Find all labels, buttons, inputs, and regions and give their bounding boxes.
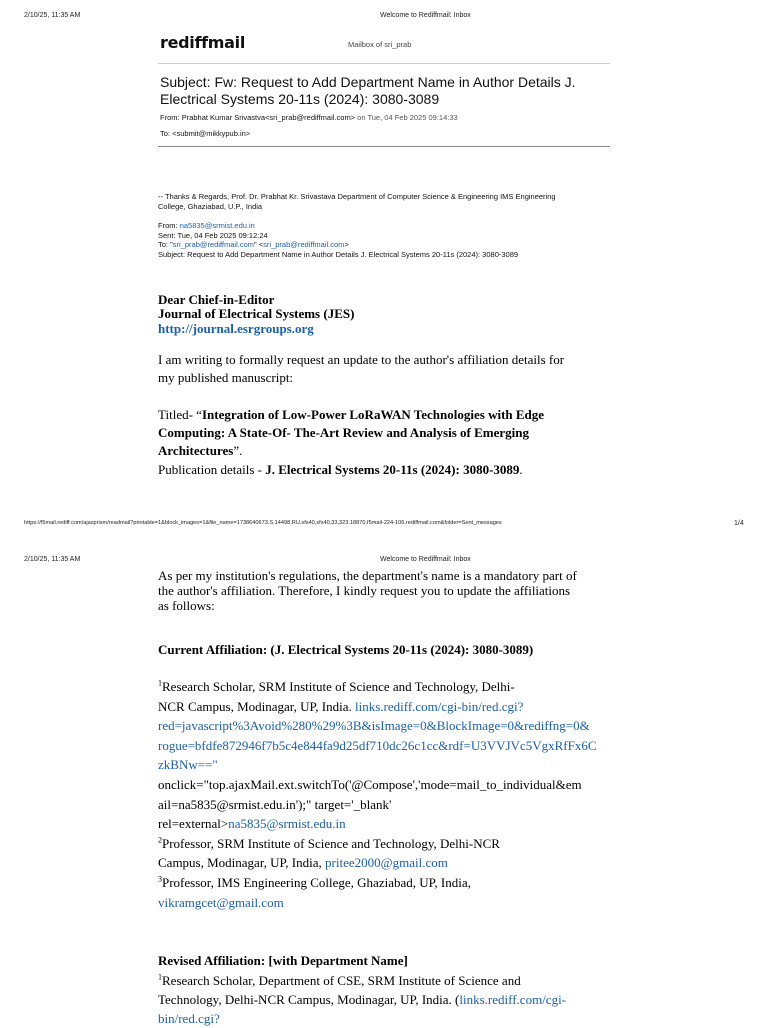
journal-url-link[interactable]: http://journal.esrgroups.org [158, 321, 314, 336]
fw-to-end: > [344, 240, 349, 249]
signature [158, 192, 556, 212]
email-date: on Tue, 04 Feb 2025 09:14:33 [357, 113, 458, 122]
aff1-email-link[interactable]: na5835@srmist.edu.in [228, 816, 346, 832]
fw-from-link[interactable]: na5835@srmist.edu.in [179, 221, 255, 230]
rev1-text-1: Research Scholar, Department of CSE, SRM Institute of Science and [162, 973, 521, 988]
aff3-text-1: Professor, IMS Engineering College, Ghaziabad, UP, India, [162, 874, 471, 890]
to-value: <submit@mikkypub.in> [172, 129, 251, 138]
aff3-sup: 3 [158, 874, 162, 884]
fw-subject: Subject: Request to Add Department Name in Author Details J. Electrical Systems 20-11s (2024): 3080-3089 [158, 249, 519, 259]
email-subject [160, 74, 610, 108]
title-line-1 [158, 406, 544, 424]
aff1-link-line-4[interactable]: rogue=bfdfe872946f7b5c4e844fa9d25df710dc26c1cc&rdf=U3VVJVc5VgxRfFx6C [158, 737, 597, 753]
journal-name: Journal of Electrical Systems (JES) [158, 306, 355, 321]
aff1-line-6: onclick="top.ajaxMail.ext.switchTo('@Compose','mode=mail_to_individual&em [158, 776, 582, 792]
print-header-datetime: 2/10/25, 11:35 AM [24, 12, 81, 19]
subject-line-2: Electrical Systems 20-11s (2024): 3080-3089 [160, 91, 440, 107]
from-label: From: [160, 113, 180, 122]
pub-prefix: Publication details - [158, 462, 266, 477]
aff2-text-2: Campus, Modinagar, UP, India, [158, 855, 326, 871]
aff2-line-1 [158, 834, 597, 854]
aff1-link-line-5[interactable]: zkBNw==" [158, 757, 218, 773]
pub-ref: J. Electrical Systems 20-11s (2024): 3080-3089 [265, 462, 520, 477]
title-text-3: Architectures [158, 443, 234, 458]
print-footer-url: https://f5mail.rediff.com/ajaxprism/readmail?printable=1&block_images=1&file_name=1738640673.S.14498.RU.sfs40,sfs40,33,323.18870.f5mail-224-106.rediffmail.com&folder=Sent_messages [24, 520, 502, 526]
signature-line-1: -- Thanks & Regards, Prof. Dr. Prabhat Kr. Srivastava Department of Computer Science & Engineering IMS Engineering [158, 192, 556, 201]
aff1-line-2 [158, 697, 597, 717]
to-label: To: [160, 129, 171, 138]
mailbox-label: Mailbox of sri_prab [348, 40, 412, 49]
fw-to-link-2[interactable]: sri_prab@rediffmail.com [263, 240, 345, 249]
revised-affiliations [158, 971, 566, 1028]
aff2-sup: 2 [158, 835, 162, 845]
titled-prefix: Titled- “ [158, 407, 202, 422]
title-text-1: Integration of Low-Power LoRaWAN Technologies with Edge [201, 407, 545, 422]
intro-line-2: my published manuscript: [158, 370, 294, 385]
email-to [160, 129, 250, 138]
rediffmail-logo: rediffmail [160, 33, 246, 52]
rev1-sup: 1 [158, 972, 162, 982]
current-affiliations [158, 677, 597, 912]
aff1-line-1 [158, 677, 597, 697]
meta-divider [158, 146, 610, 147]
rev1-link-start[interactable]: links.rediff.com/cgi- [459, 992, 567, 1007]
email-from [160, 113, 458, 122]
aff1-line-7: ail=na5835@srmist.edu.in');" target='_blank' [158, 796, 392, 812]
fw-from-label: From: [158, 221, 178, 230]
pub-suffix: . [519, 462, 523, 477]
intro-paragraph [158, 351, 564, 387]
regulation-line-2: the author's affiliation. Therefore, I kindly request you to update the affiliations [158, 583, 571, 598]
revised-affiliation-heading: Revised Affiliation: [with Department Name] [158, 953, 408, 968]
fw-to [158, 240, 518, 250]
rev1-text-2: Technology, Delhi-NCR Campus, Modinagar, UP, India. ( [158, 992, 460, 1007]
print-header-datetime-2: 2/10/25, 11:35 AM [24, 556, 81, 563]
regulation-line-1: As per my institution's regulations, the department's name is a mandatory part of [158, 568, 577, 583]
aff1-text-1: Research Scholar, SRM Institute of Science and Technology, Delhi- [162, 679, 515, 694]
fw-from [158, 221, 518, 231]
print-header-title-2: Welcome to Rediffmail: Inbox [380, 556, 471, 563]
fw-sent: Sent: Tue, 04 Feb 2025 09:12:24 [158, 230, 268, 240]
aff2-email-link[interactable]: pritee2000@gmail.com [325, 855, 448, 871]
page-number: 1/4 [734, 520, 744, 527]
print-header-title: Welcome to Rediffmail: Inbox [380, 12, 471, 19]
intro-line-1: I am writing to formally request an update to the author's affiliation details for [158, 352, 565, 367]
title-line-2: Computing: A State-Of- The-Art Review and Analysis of Emerging [158, 425, 529, 440]
subject-line-1: Subject: Fw: Request to Add Department Name in Author Details J. [160, 74, 576, 90]
aff1-sup: 1 [158, 678, 162, 688]
title-suffix: ”. [233, 443, 243, 458]
aff3-line-1 [158, 873, 597, 893]
aff1-text-2: NCR Campus, Modinagar, UP, India. [158, 698, 355, 714]
salutation: Dear Chief-in-Editor [158, 292, 275, 307]
aff2-line-2 [158, 853, 597, 873]
aff1-line-8 [158, 814, 597, 834]
regulation-line-3: as follows: [158, 598, 215, 613]
aff1-link-start[interactable]: links.rediff.com/cgi-bin/red.cgi? [355, 698, 524, 714]
signature-line-2: College, Ghaziabad, U.P., India [158, 202, 263, 211]
from-value: Prabhat Kumar Srivastva<sri_prab@rediffmail.com> [181, 113, 356, 122]
rev1-link-line-3[interactable]: bin/red.cgi? [158, 1011, 220, 1026]
fw-to-label: To: " [158, 240, 173, 249]
aff3-email-link[interactable]: vikramgcet@gmail.com [158, 894, 284, 910]
aff2-text-1: Professor, SRM Institute of Science and Technology, Delhi-NCR [162, 835, 500, 851]
rev1-line-1 [158, 971, 566, 990]
fw-to-mid: " < [254, 240, 264, 249]
paper-title [158, 406, 544, 460]
forwarded-header [158, 221, 518, 259]
current-affiliation-heading: Current Affiliation: (J. Electrical Systems 20-11s (2024): 3080-3089) [158, 642, 534, 657]
title-line-3 [158, 442, 544, 460]
regulation-paragraph [158, 568, 577, 613]
fw-to-link-1[interactable]: sri_prab@rediffmail.com [172, 240, 255, 249]
aff1-text-8: rel=external> [158, 816, 229, 832]
publication-details [158, 461, 523, 479]
rev1-line-2 [158, 990, 566, 1009]
aff1-link-line-3[interactable]: red=javascript%3Avoid%280%29%3B&isImage=0&BlockImage=0&rediffng=0& [158, 718, 590, 734]
header-divider [158, 63, 610, 64]
